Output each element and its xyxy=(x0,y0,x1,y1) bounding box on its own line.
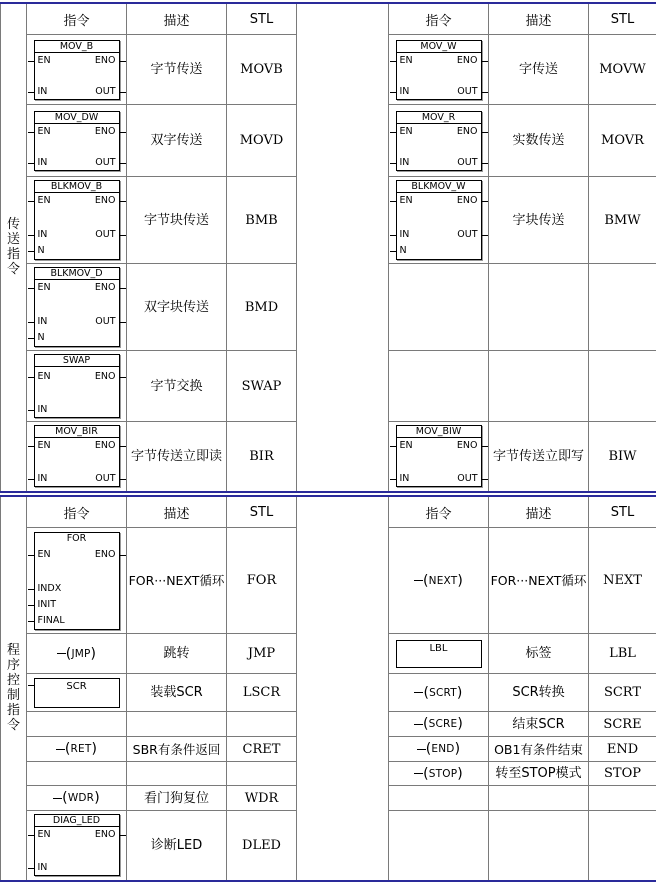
pin-eno: ENO xyxy=(457,56,478,66)
header-description: 描述 xyxy=(489,3,589,35)
pin-final: FINAL xyxy=(38,616,65,626)
pin-n: N xyxy=(38,333,45,343)
pin-out: OUT xyxy=(457,158,477,168)
category-char: 程 xyxy=(1,643,26,658)
pin-eno: ENO xyxy=(95,127,116,137)
pin-eno: ENO xyxy=(95,441,116,451)
header-instruction: 指令 xyxy=(27,3,127,35)
pin-en: EN xyxy=(38,550,51,560)
scr-box[interactable] xyxy=(34,678,120,708)
function-block-for[interactable] xyxy=(34,532,120,630)
instruction-cell xyxy=(27,264,127,351)
empty-cell xyxy=(127,712,227,737)
box-label: LBL xyxy=(397,643,481,654)
instruction-cell xyxy=(27,422,127,492)
header-row xyxy=(1,3,656,35)
function-block-blkmov-b[interactable] xyxy=(34,180,120,260)
pin-n: N xyxy=(38,246,45,256)
pin-eno: ENO xyxy=(457,196,478,206)
program-control-instructions-table xyxy=(0,495,656,882)
empty-cell xyxy=(227,712,297,737)
pin-in: IN xyxy=(38,87,48,97)
pin-out: OUT xyxy=(457,87,477,97)
function-block-blkmov-w[interactable] xyxy=(396,180,482,260)
pin-in: IN xyxy=(38,474,48,484)
category-char: 令 xyxy=(1,718,26,733)
instruction-cell xyxy=(389,762,489,786)
pin-out: OUT xyxy=(95,158,115,168)
coil-stop[interactable]: (STOP) xyxy=(414,766,463,782)
description-cell: 装载SCR xyxy=(127,674,227,712)
function-block-mov-dw[interactable] xyxy=(34,111,120,171)
empty-cell xyxy=(489,786,589,811)
description-cell: SCR转换 xyxy=(489,674,589,712)
header-instruction: 指令 xyxy=(27,496,127,528)
pin-in: IN xyxy=(38,405,48,415)
coil-wdr[interactable]: (WDR) xyxy=(53,790,100,806)
pin-indx: INDX xyxy=(38,584,62,594)
stl-cell: BMD xyxy=(227,264,297,351)
description-cell: 字块传送 xyxy=(489,177,589,264)
empty-cell xyxy=(27,712,127,737)
empty-cell xyxy=(489,811,589,881)
function-block-diag-led[interactable] xyxy=(34,814,120,876)
category-char: 制 xyxy=(1,688,26,703)
block-name: BLKMOV_B xyxy=(35,182,119,192)
instruction-cell xyxy=(27,674,127,712)
description-cell: 转至STOP模式 xyxy=(489,762,589,786)
label-box-lbl[interactable] xyxy=(396,640,482,668)
coil-label: STOP xyxy=(429,768,457,780)
pin-in: IN xyxy=(38,230,48,240)
pin-eno: ENO xyxy=(95,196,116,206)
pin-en: EN xyxy=(38,830,51,840)
description-cell: 字节传送立即写 xyxy=(489,422,589,492)
category-char: 传 xyxy=(1,217,26,232)
block-name: MOV_BIW xyxy=(397,427,481,437)
coil-label: SCRT xyxy=(429,687,457,699)
description-cell: 诊断LED xyxy=(127,811,227,881)
coil-jmp[interactable]: (JMP) xyxy=(57,646,96,662)
empty-cell xyxy=(389,786,489,811)
empty-cell xyxy=(589,351,656,422)
stl-cell: STOP xyxy=(589,762,656,786)
pin-in: IN xyxy=(38,863,48,873)
instruction-cell xyxy=(389,674,489,712)
pin-out: OUT xyxy=(95,230,115,240)
description-cell: 字节传送 xyxy=(127,35,227,105)
stl-cell: MOVB xyxy=(227,35,297,105)
coil-scre[interactable]: (SCRE) xyxy=(414,716,463,732)
stl-cell: WDR xyxy=(227,786,297,811)
description-cell: 双字传送 xyxy=(127,105,227,177)
block-name: SWAP xyxy=(35,356,119,366)
empty-cell xyxy=(27,762,127,786)
instruction-cell xyxy=(27,528,127,634)
header-instruction: 指令 xyxy=(389,496,489,528)
header-description: 描述 xyxy=(489,496,589,528)
stl-cell: BIW xyxy=(589,422,656,492)
pin-in: IN xyxy=(38,158,48,168)
stl-cell: NEXT xyxy=(589,528,656,634)
pin-en: EN xyxy=(38,283,51,293)
coil-label: SCRE xyxy=(429,718,458,730)
instruction-cell xyxy=(27,811,127,881)
coil-label: WDR xyxy=(68,792,94,804)
block-name: BLKMOV_D xyxy=(35,269,119,279)
empty-cell xyxy=(589,811,656,881)
stl-cell: MOVD xyxy=(227,105,297,177)
pin-eno: ENO xyxy=(95,56,116,66)
stl-cell: LSCR xyxy=(227,674,297,712)
instruction-cell xyxy=(389,634,489,674)
pin-out: OUT xyxy=(95,317,115,327)
category-char: 送 xyxy=(1,232,26,247)
description-cell: SBR有条件返回 xyxy=(127,737,227,762)
block-name: FOR xyxy=(35,534,119,544)
description-cell: 跳转 xyxy=(127,634,227,674)
stl-cell: BMW xyxy=(589,177,656,264)
instruction-cell xyxy=(389,712,489,737)
instruction-cell xyxy=(389,105,489,177)
pin-eno: ENO xyxy=(95,283,116,293)
block-name: MOV_BIR xyxy=(35,427,119,437)
coil-label: END xyxy=(431,743,454,755)
block-name: MOV_DW xyxy=(35,113,119,123)
empty-cell xyxy=(227,762,297,786)
pin-en: EN xyxy=(38,372,51,382)
coil-label: NEXT xyxy=(429,575,458,587)
pin-en: EN xyxy=(400,56,413,66)
pin-en: EN xyxy=(38,441,51,451)
description-cell: FOR···NEXT循环 xyxy=(489,528,589,634)
instruction-cell xyxy=(27,634,127,674)
description-cell: OB1有条件结束 xyxy=(489,737,589,762)
block-name: BLKMOV_W xyxy=(397,182,481,192)
pin-eno: ENO xyxy=(95,550,116,560)
pin-in: IN xyxy=(400,87,410,97)
coil-next[interactable]: (NEXT) xyxy=(414,573,463,589)
pin-en: EN xyxy=(38,127,51,137)
pin-out: OUT xyxy=(95,87,115,97)
header-row xyxy=(1,496,656,528)
spacer-column xyxy=(297,496,389,881)
coil-ret[interactable]: (RET) xyxy=(56,741,97,757)
category-char: 指 xyxy=(1,247,26,262)
block-name: MOV_R xyxy=(397,113,481,123)
header-instruction: 指令 xyxy=(389,3,489,35)
block-name: MOV_W xyxy=(397,42,481,52)
description-cell: 字节交换 xyxy=(127,351,227,422)
empty-cell xyxy=(489,351,589,422)
stl-cell: CRET xyxy=(227,737,297,762)
function-block-mov-bir[interactable] xyxy=(34,425,120,487)
stl-cell: SCRE xyxy=(589,712,656,737)
header-stl: STL xyxy=(589,496,656,528)
header-stl: STL xyxy=(227,496,297,528)
coil-label: RET xyxy=(71,743,92,755)
empty-cell xyxy=(589,264,656,351)
pin-en: EN xyxy=(400,127,413,137)
pin-en: EN xyxy=(38,196,51,206)
instruction-cell xyxy=(27,105,127,177)
empty-cell xyxy=(389,811,489,881)
pin-n: N xyxy=(400,246,407,256)
stl-cell: BIR xyxy=(227,422,297,492)
pin-out: OUT xyxy=(457,230,477,240)
function-block-mov-b[interactable] xyxy=(34,40,120,100)
stl-cell: FOR xyxy=(227,528,297,634)
pin-en: EN xyxy=(38,56,51,66)
pin-out: OUT xyxy=(457,474,477,484)
header-stl: STL xyxy=(227,3,297,35)
header-description: 描述 xyxy=(127,496,227,528)
pin-eno: ENO xyxy=(95,830,116,840)
description-cell: 字传送 xyxy=(489,35,589,105)
stl-cell: END xyxy=(589,737,656,762)
stl-cell: MOVR xyxy=(589,105,656,177)
stl-cell: SWAP xyxy=(227,351,297,422)
function-block-mov-w[interactable] xyxy=(396,40,482,100)
block-name: DIAG_LED xyxy=(35,816,119,826)
description-cell: 字节块传送 xyxy=(127,177,227,264)
stl-cell: JMP xyxy=(227,634,297,674)
instruction-cell xyxy=(389,35,489,105)
stl-cell: DLED xyxy=(227,811,297,881)
pin-in: IN xyxy=(400,230,410,240)
empty-cell xyxy=(389,264,489,351)
instruction-cell xyxy=(27,177,127,264)
header-description: 描述 xyxy=(127,3,227,35)
instruction-cell xyxy=(27,351,127,422)
pin-in: IN xyxy=(400,158,410,168)
stl-cell: SCRT xyxy=(589,674,656,712)
coil-end[interactable]: (END) xyxy=(417,741,461,757)
block-name: MOV_B xyxy=(35,42,119,52)
function-block-mov-biw[interactable] xyxy=(396,425,482,487)
description-cell: 标签 xyxy=(489,634,589,674)
description-cell: FOR···NEXT循环 xyxy=(127,528,227,634)
pin-en: EN xyxy=(400,441,413,451)
instruction-cell xyxy=(27,786,127,811)
pin-in: IN xyxy=(38,317,48,327)
category-char: 指 xyxy=(1,703,26,718)
stl-cell: BMB xyxy=(227,177,297,264)
pin-eno: ENO xyxy=(457,127,478,137)
category-program-control xyxy=(1,496,27,881)
empty-cell xyxy=(589,786,656,811)
stl-cell: LBL xyxy=(589,634,656,674)
empty-cell xyxy=(389,351,489,422)
function-block-mov-r[interactable] xyxy=(396,111,482,171)
instruction-cell xyxy=(389,177,489,264)
instruction-cell xyxy=(27,737,127,762)
box-label: SCR xyxy=(35,681,119,692)
pin-eno: ENO xyxy=(95,372,116,382)
instruction-cell xyxy=(389,422,489,492)
category-char: 控 xyxy=(1,673,26,688)
pin-eno: ENO xyxy=(457,441,478,451)
function-block-swap[interactable] xyxy=(34,354,120,418)
category-char: 令 xyxy=(1,262,26,277)
pin-init: INIT xyxy=(38,600,57,610)
category-char: 序 xyxy=(1,658,26,673)
description-cell: 结束SCR xyxy=(489,712,589,737)
instruction-cell xyxy=(27,35,127,105)
description-cell: 双字块传送 xyxy=(127,264,227,351)
pin-in: IN xyxy=(400,474,410,484)
stl-cell: MOVW xyxy=(589,35,656,105)
empty-cell xyxy=(489,264,589,351)
pin-en: EN xyxy=(400,196,413,206)
instruction-cell xyxy=(389,737,489,762)
transfer-instructions-table xyxy=(0,2,656,493)
header-stl: STL xyxy=(589,3,656,35)
pin-out: OUT xyxy=(95,474,115,484)
description-cell: 实数传送 xyxy=(489,105,589,177)
coil-label: JMP xyxy=(71,648,90,660)
description-cell: 看门狗复位 xyxy=(127,786,227,811)
spacer-column xyxy=(297,3,389,492)
description-cell: 字节传送立即读 xyxy=(127,422,227,492)
instruction-cell xyxy=(389,528,489,634)
function-block-blkmov-d[interactable] xyxy=(34,267,120,347)
category-transfer xyxy=(1,3,27,492)
empty-cell xyxy=(127,762,227,786)
coil-scrt[interactable]: (SCRT) xyxy=(414,685,462,701)
